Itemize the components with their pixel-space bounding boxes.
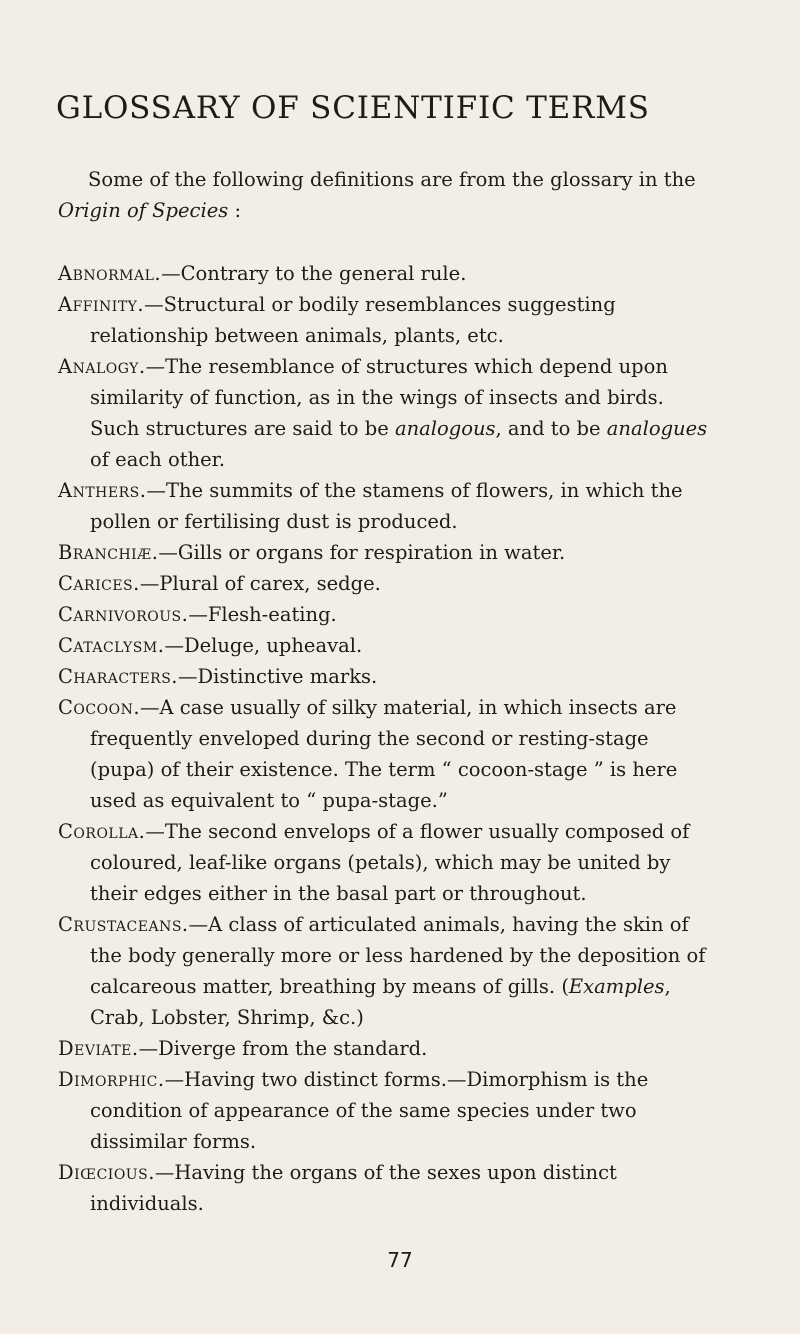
italic-word: analogous xyxy=(394,417,496,440)
glossary-entry-corolla xyxy=(58,816,708,909)
glossary-definition: —Flesh-eating. xyxy=(188,603,337,626)
glossary-definition: —A case usually of silky material, in which insects are frequently enveloped during the second or resting-stage (pupa) of their existence. The term “ cocoon-stage ” is here used as equivalent to “ pupa-stage.” xyxy=(90,696,678,812)
glossary-entry-carices xyxy=(58,568,708,599)
book-title: Origin of Species xyxy=(58,199,229,222)
glossary-definition: —Distinctive marks. xyxy=(178,665,378,688)
glossary-definition: —Structural or bodily resemblances suggesting relationship between animals, plants, etc. xyxy=(90,293,616,347)
page-number: 77 xyxy=(387,1248,413,1272)
glossary-term: Anthers. xyxy=(58,479,147,502)
glossary-entry-deviate xyxy=(58,1033,708,1064)
intro-trail: : xyxy=(228,199,242,222)
glossary-definition: —Diverge from the standard. xyxy=(138,1037,428,1060)
definition-text: , Crab, Lobster, Shrimp, &c.) xyxy=(90,975,671,1029)
italic-word: Examples xyxy=(568,975,665,998)
intro-paragraph xyxy=(58,164,698,226)
glossary-term: Affinity. xyxy=(58,293,145,316)
definition-text: of each other. xyxy=(90,448,226,471)
glossary-term: Crustaceans. xyxy=(58,913,189,936)
glossary-entry-characters xyxy=(58,661,708,692)
intro-lead: Some of the following definitions are from the glossary in the xyxy=(88,168,696,191)
glossary-list xyxy=(58,258,708,1219)
glossary-definition: —Having two distinct forms.—Dimorphism is the condition of appearance of the same species under two dissimilar forms. xyxy=(90,1068,649,1153)
glossary-entry-cataclysm xyxy=(58,630,708,661)
definition-text: , and to be xyxy=(495,417,607,440)
glossary-term: Characters. xyxy=(58,665,178,688)
italic-word: analogues xyxy=(606,417,708,440)
glossary-term: Carnivorous. xyxy=(58,603,189,626)
glossary-definition: —The summits of the stamens of flowers, in which the pollen or fertilising dust is produced. xyxy=(90,479,683,533)
glossary-term: Abnormal. xyxy=(58,262,162,285)
glossary-definition: —Having the organs of the sexes upon distinct individuals. xyxy=(90,1161,617,1215)
definition-text: —The resemblance of structures which depend upon similarity of function, as in the wings of insects and birds. Such structures are said to be xyxy=(90,355,668,440)
glossary-term: Analogy. xyxy=(58,355,146,378)
definition-text: —A class of articulated animals, having the skin of the body generally more or less hardened by the deposition of calcareous matter, breathing by means of gills. ( xyxy=(90,913,706,998)
glossary-entry-abnormal xyxy=(58,258,708,289)
glossary-term: Branchiæ. xyxy=(58,541,159,564)
glossary-entry-affinity xyxy=(58,289,708,351)
glossary-definition: —Plural of carex, sedge. xyxy=(139,572,381,595)
glossary-entry-cocoon xyxy=(58,692,708,816)
glossary-entry-dioecious xyxy=(58,1157,708,1219)
glossary-term: Deviate. xyxy=(58,1037,139,1060)
glossary-entry-dimorphic xyxy=(58,1064,708,1157)
glossary-term: Cataclysm. xyxy=(58,634,165,657)
glossary-term: Corolla. xyxy=(58,820,146,843)
glossary-entry-anthers xyxy=(58,475,708,537)
glossary-term: Cocoon. xyxy=(58,696,141,719)
glossary-term: Diœcious. xyxy=(58,1161,155,1184)
glossary-entry-crustaceans xyxy=(58,909,708,1033)
glossary-definition: —The second envelops of a flower usually composed of coloured, leaf-like organs (petals), which may be united by their edges either in the basal part or throughout. xyxy=(90,820,690,905)
glossary-definition: —Contrary to the general rule. xyxy=(161,262,467,285)
glossary-entry-branchiae xyxy=(58,537,708,568)
glossary-definition: —Gills or organs for respiration in water. xyxy=(158,541,566,564)
glossary-term: Dimorphic. xyxy=(58,1068,165,1091)
glossary-entry-carnivorous xyxy=(58,599,708,630)
glossary-definition: —Deluge, upheaval. xyxy=(164,634,363,657)
glossary-term: Carices. xyxy=(58,572,140,595)
page-title: GLOSSARY OF SCIENTIFIC TERMS xyxy=(56,90,650,126)
glossary-definition xyxy=(90,355,707,471)
glossary-entry-analogy xyxy=(58,351,708,475)
